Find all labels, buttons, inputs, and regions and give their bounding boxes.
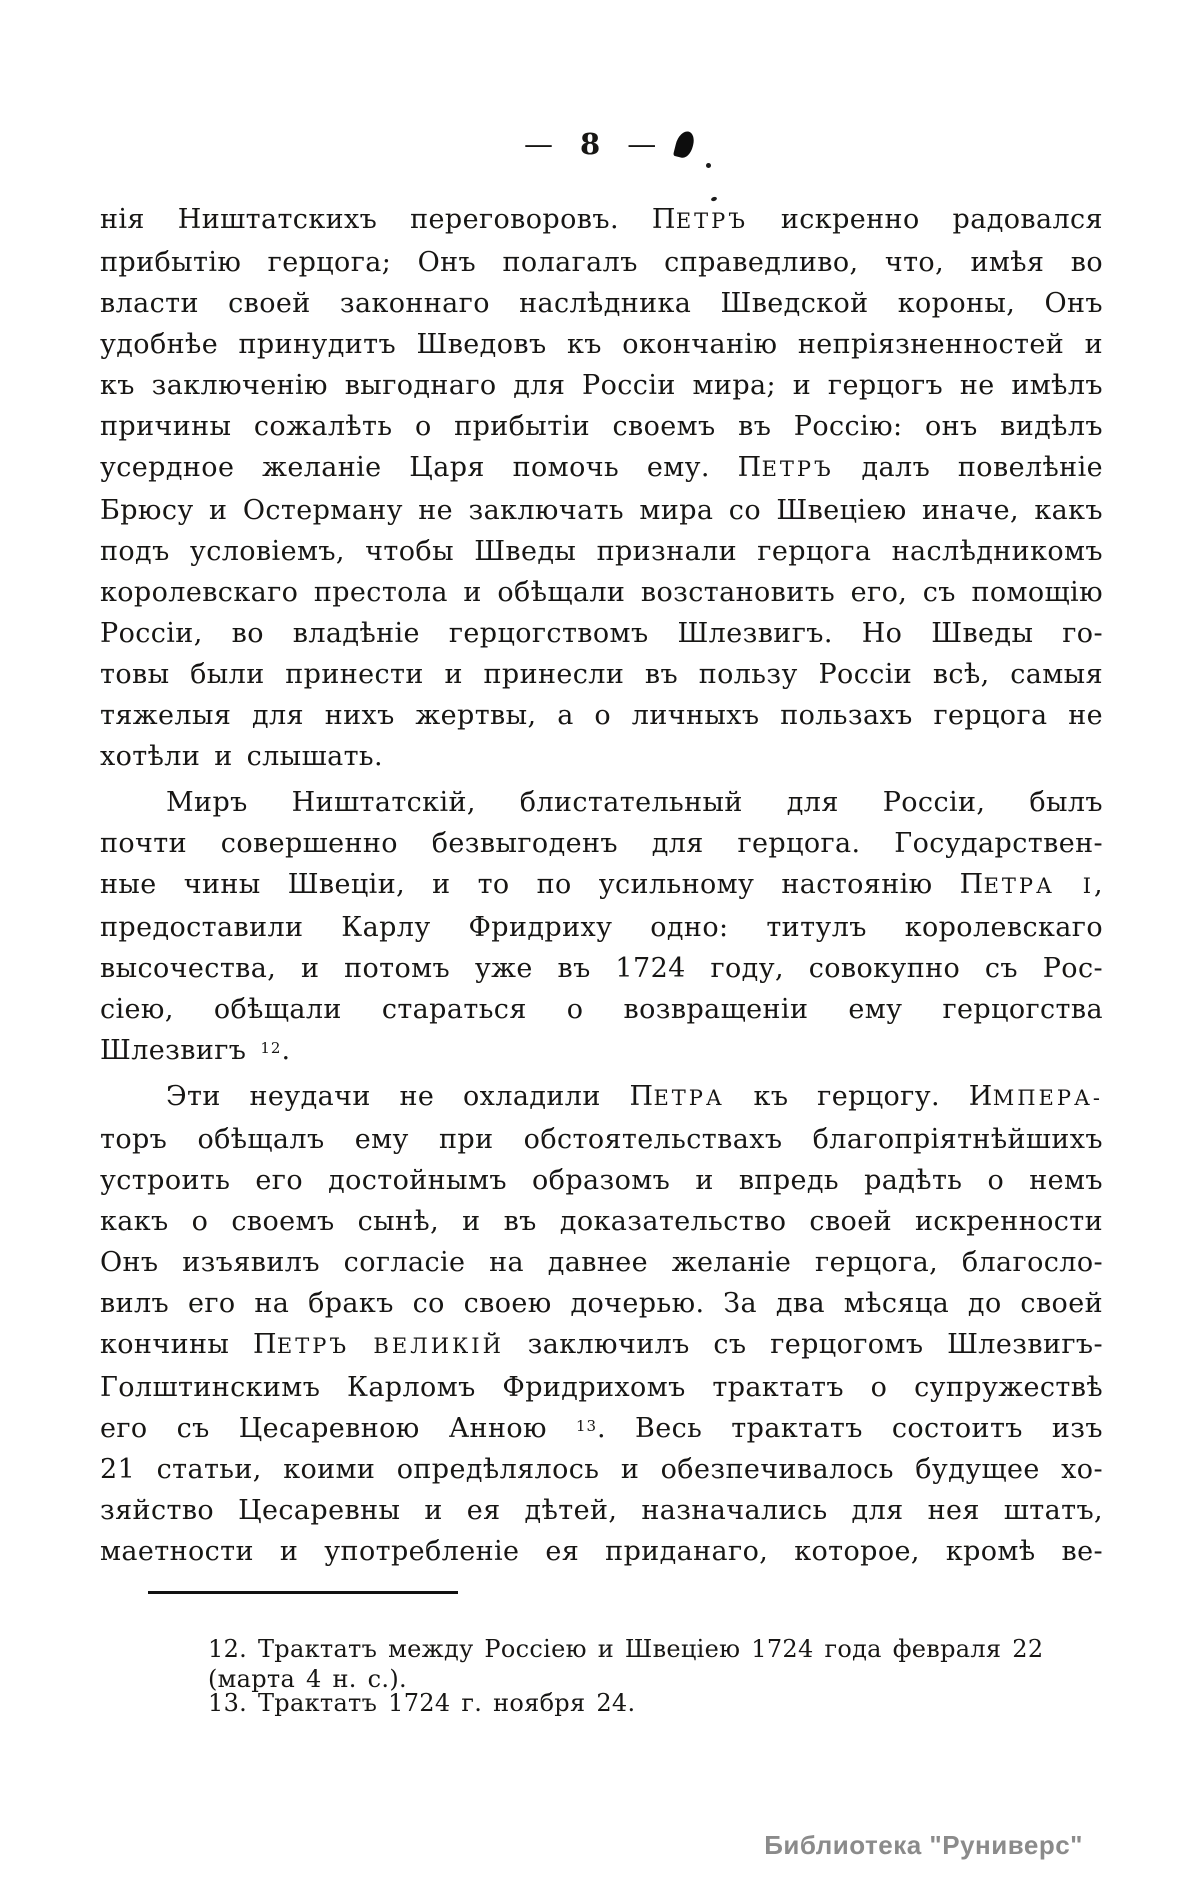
text-run: Миръ Ништатскій, блистательный для Россіи, былъ — [166, 787, 1103, 818]
text-run: удобнѣе принудитъ Шведовъ къ окончанію непріязненностей и — [100, 329, 1103, 360]
text-line — [100, 1119, 1103, 1160]
footnote-marker: 13 — [575, 1417, 598, 1435]
text-run: королевскаго престола и обѣщали возстановить его, съ помощію — [100, 577, 1103, 608]
text-line — [100, 1367, 1103, 1408]
text-run: усердное желаніе Царя помочь ему. — [100, 452, 738, 483]
text-line — [100, 490, 1103, 531]
text-line — [100, 695, 1103, 736]
text-run: предоставили Карлу Фридриху одно: титулъ королевскаго — [100, 912, 1103, 943]
text-run: власти своей законнаго наслѣдника Шведской короны, Онъ — [100, 288, 1103, 319]
ink-blot — [673, 129, 696, 159]
page-number: 8 — [580, 127, 602, 161]
text-line — [100, 1030, 1103, 1071]
text-line — [100, 654, 1103, 695]
text-run: торъ обѣщалъ ему при обстоятельствахъ благопріятнѣйшихъ — [100, 1124, 1103, 1155]
footnote: 13. Трактатъ 1724 г. ноября 24. — [208, 1689, 636, 1717]
text-run: его съ Цесаревною Анною — [100, 1413, 576, 1444]
text-run: хотѣли и слышать. — [100, 741, 383, 772]
text-line — [100, 1408, 1103, 1449]
text-run: подъ условіемъ, чтобы Шведы признали герцога наслѣдникомъ — [100, 536, 1103, 567]
library-watermark: Библиотека "Руниверс" — [764, 1830, 1083, 1860]
text-line — [100, 864, 1103, 907]
text-line — [100, 989, 1103, 1030]
text-run: сіею, обѣщали стараться о возвращеніи ему герцогства — [100, 994, 1103, 1025]
text-line — [100, 736, 1103, 777]
text-line — [100, 782, 1103, 823]
text-run: . — [281, 1035, 291, 1066]
paragraph — [100, 199, 1103, 777]
text-run: устроить его достойнымъ образомъ и впредь радѣть о немъ — [100, 1165, 1103, 1196]
text-line — [100, 572, 1103, 613]
text-run: заключилъ съ герцогомъ Шлезвигъ- — [503, 1329, 1103, 1360]
text-run: причины сожалѣть о прибытіи своемъ въ Россію: онъ видѣлъ — [100, 411, 1103, 442]
text-line — [100, 406, 1103, 447]
footnote-marker: 12 — [260, 1039, 282, 1057]
text-run: зяйство Цесаревны и ея дѣтей, назначались для нея штатъ, — [100, 1495, 1103, 1526]
text-run: . Весь трактатъ состоитъ изъ — [597, 1413, 1103, 1444]
text-line — [100, 1449, 1103, 1490]
text-line — [100, 199, 1103, 242]
ink-speck — [706, 163, 711, 168]
smallcaps-name: ПЕТРЪ ВЕЛИКІЙ — [252, 1329, 504, 1360]
text-line — [100, 1283, 1103, 1324]
smallcaps-name: ПЕТРА I — [959, 869, 1095, 900]
text-line — [100, 823, 1103, 864]
smallcaps-name: ПЕТРА — [629, 1081, 725, 1112]
text-run: почти совершенно безвыгоденъ для герцога. Государствен- — [100, 828, 1103, 859]
text-run: ные чины Швеціи, и то по усильному настоянію — [100, 869, 960, 900]
text-run: Россіи, во владѣніе герцогствомъ Шлезвигъ. Но Шведы го- — [100, 618, 1103, 649]
text-run: Шлезвигъ — [100, 1035, 261, 1066]
smallcaps-name: ПЕТРЪ — [737, 452, 834, 483]
text-run: маетности и употребленіе ея приданаго, которое, кромѣ ве- — [100, 1536, 1103, 1567]
paragraph — [100, 1076, 1103, 1572]
text-run: высочества, и потомъ уже въ 1724 году, совокупно съ Рос- — [100, 953, 1103, 984]
text-line — [100, 613, 1103, 654]
text-line — [100, 324, 1103, 365]
text-run: тяжелыя для нихъ жертвы, а о личныхъ пользахъ герцога не — [100, 700, 1103, 731]
smallcaps-name: ИМПЕРА- — [968, 1081, 1103, 1112]
text-run: 21 статьи, коими опредѣлялось и обезпечивалось будущее хо- — [100, 1454, 1103, 1485]
text-run: Эти неудачи не охладили — [166, 1081, 630, 1112]
text-line — [100, 242, 1103, 283]
text-line — [100, 948, 1103, 989]
text-line — [100, 1201, 1103, 1242]
header-left-dash: — — [524, 127, 554, 161]
text-run: нія Ништатскихъ переговоровъ. — [100, 204, 652, 235]
text-run: искренно радовался — [747, 204, 1103, 235]
text-line — [100, 1160, 1103, 1201]
text-run: , — [1094, 869, 1103, 900]
text-line — [100, 447, 1103, 490]
text-run: Голштинскимъ Карломъ Фридрихомъ трактатъ о супружествѣ — [100, 1372, 1103, 1403]
body-text — [100, 199, 1103, 1572]
footnote-rule — [148, 1591, 458, 1594]
text-line — [100, 365, 1103, 406]
text-line — [100, 531, 1103, 572]
text-run: товы были принести и принесли въ пользу Россіи всѣ, самыя — [100, 659, 1103, 690]
text-line — [100, 1324, 1103, 1367]
text-run: Онъ изъявилъ согласіе на давнее желаніе герцога, благосло- — [100, 1247, 1103, 1278]
text-run: къ заключенію выгоднаго для Россіи мира; и герцогъ не имѣлъ — [100, 370, 1103, 401]
text-run: прибытію герцога; Онъ полагалъ справедливо, что, имѣя во — [100, 247, 1103, 278]
smallcaps-name: ПЕТРЪ — [651, 204, 748, 235]
header-right-dash: — — [627, 127, 658, 161]
footnote: 12. Трактатъ между Россіею и Швеціею 1724 года февраля 22 (марта 4 н. с.). — [208, 1635, 1044, 1693]
text-line — [100, 1242, 1103, 1283]
text-run: кончины — [100, 1329, 253, 1360]
text-line — [100, 1076, 1103, 1119]
text-line — [100, 283, 1103, 324]
text-run: Брюсу и Остерману не заключать мира со Швеціею иначе, какъ — [100, 495, 1103, 526]
running-head — [524, 127, 657, 161]
text-run: къ герцогу. — [724, 1081, 969, 1112]
text-line — [100, 1490, 1103, 1531]
text-run: вилъ его на бракъ со своею дочерью. За два мѣсяца до своей — [100, 1288, 1103, 1319]
text-run: далъ повелѣніе — [833, 452, 1103, 483]
paragraph — [100, 782, 1103, 1071]
text-line — [100, 907, 1103, 948]
text-run: какъ о своемъ сынѣ, и въ доказательство своей искренности — [100, 1206, 1103, 1237]
text-line — [100, 1531, 1103, 1572]
